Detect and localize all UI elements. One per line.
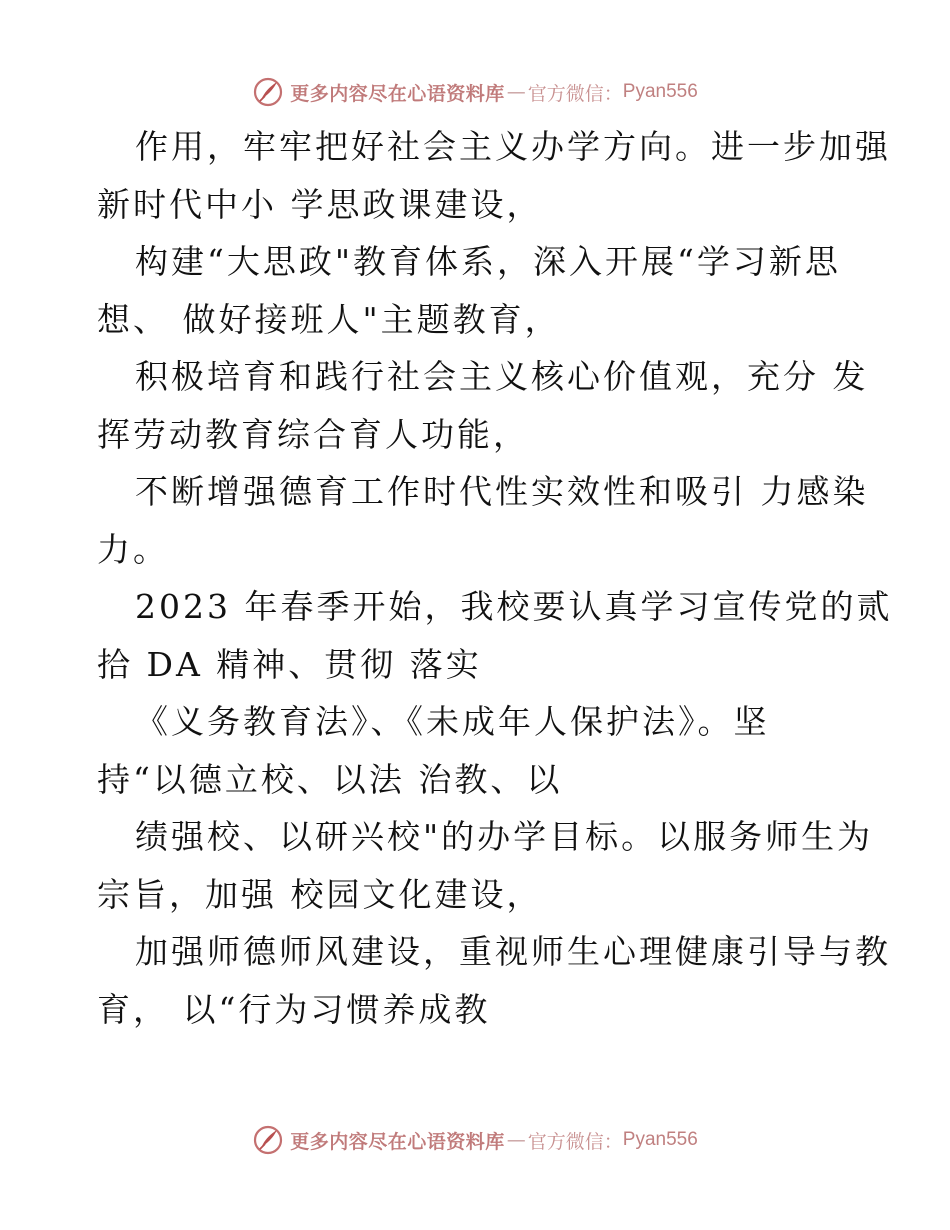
text-line: 加强师德师风建设，重视师生心理健康引导与教 — [135, 932, 891, 971]
text-line: 积极培育和践行社会主义核心价值观，充分 发 — [135, 357, 869, 396]
paragraph — [97, 693, 887, 808]
text-line: 作用，牢牢把好社会主义办学方向。进一步加强 — [135, 127, 891, 166]
paragraph — [97, 808, 887, 923]
text-line: 力。 — [97, 529, 169, 569]
text-line: 新时代中小 学思政课建设， — [97, 184, 543, 224]
watermark-site-text: 更多内容尽在心语资料库 — [290, 1130, 505, 1153]
paragraph — [97, 118, 891, 233]
quill-logo-icon — [252, 1124, 284, 1156]
text-line: 《义务教育法》、《未成年人保护法》。坚 — [135, 702, 770, 741]
text-line: 想、 做好接班人"主题教育， — [97, 299, 561, 339]
paragraph — [97, 463, 887, 578]
watermark-wechat-label: 官方微信 — [527, 82, 604, 105]
text-line: 挥劳动教育综合育人功能， — [97, 414, 529, 454]
text-line: 绩强校、以研兴校"的办学目标。以服务师生为 — [135, 817, 874, 856]
watermark-account: Pyan556 — [622, 81, 698, 102]
text-line: 宗旨，加强 校园文化建设， — [97, 874, 543, 914]
text-line: 拾 DA 精神、贯彻 落实 — [97, 644, 482, 684]
watermark-dash: — — [506, 81, 526, 103]
paragraph — [97, 233, 887, 348]
paragraph — [97, 348, 887, 463]
paragraph — [97, 578, 893, 693]
watermark-dash: — — [506, 1129, 526, 1151]
watermark-wechat-label: 官方微信 — [527, 1130, 604, 1153]
text-line: 育， 以“行为习惯养成教 — [97, 989, 491, 1029]
watermark-separator: ： — [603, 1130, 623, 1153]
text-line: 持“以德立校、以法 治教、以 — [97, 759, 563, 799]
quill-logo-icon — [252, 76, 284, 108]
text-line: 构建“大思政"教育体系，深入开展“学习新思 — [135, 242, 841, 281]
watermark-site-text: 更多内容尽在心语资料库 — [290, 82, 505, 105]
watermark-account: Pyan556 — [622, 1129, 698, 1150]
text-line: 2023 年春季开始，我校要认真学习宣传党的贰 — [135, 587, 893, 626]
watermark-banner-top — [0, 72, 950, 112]
document-body — [97, 118, 893, 1038]
text-line: 不断增强德育工作时代性实效性和吸引 力感染 — [135, 472, 869, 511]
watermark-banner-bottom — [0, 1120, 950, 1160]
paragraph — [97, 923, 891, 1038]
watermark-separator: ： — [603, 82, 623, 105]
